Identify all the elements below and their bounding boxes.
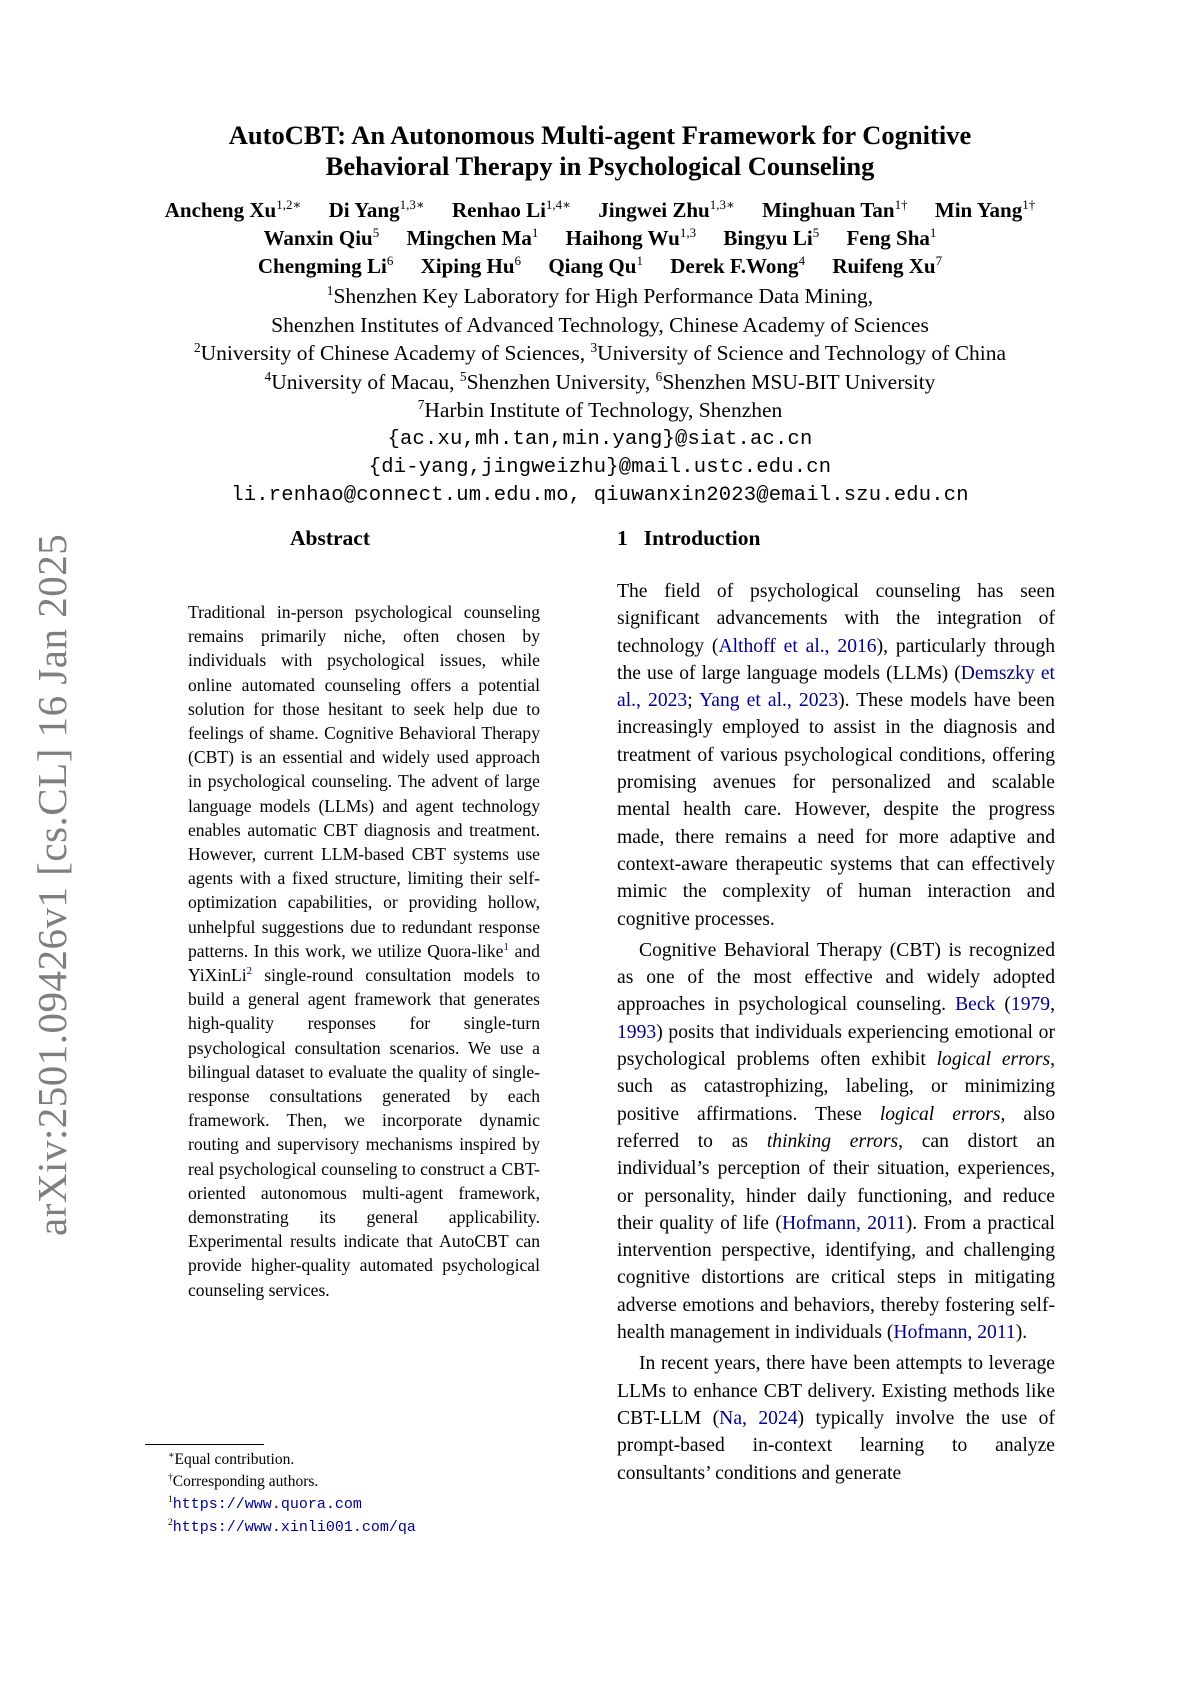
affil-text: Shenzhen MSU-BIT University (662, 369, 936, 394)
author-name: Ancheng Xu (164, 198, 277, 222)
author (762, 198, 908, 222)
author-name: Min Yang (934, 198, 1023, 222)
footnote-text: Corresponding authors. (172, 1473, 319, 1490)
section-title: Introduction (643, 526, 761, 550)
abstract-text: single-round consultation models to build a general agent framework that generates high-quality responses for single-turn psychological consultation scenarios. We use a bilingual dataset to evaluate the quality of single-response consultations generated by each framework. Then, we incorporate dynamic routing and supervisory mechanisms inspired by real psychological counseling to construct a CBT-oriented autonomous multi-agent framework, demonstrating its general applicability. Experimental results indicate that AutoCBT can provide higher-quality automated psychological counseling services. (188, 965, 540, 1300)
text: ( (995, 994, 1011, 1016)
citation-link[interactable]: Althoff et al., 2016 (718, 635, 877, 657)
emphasis: logical errors (879, 1103, 1001, 1125)
footnote-marker: 2 (168, 1516, 173, 1528)
author (598, 198, 735, 222)
text: , can distort an individual’s perception of their situation, experiences, or personality, hinder daily functioning, and reduce their quality of life ( (617, 1130, 1056, 1234)
text: In recent years, there have been attempts to leverage LLMs to enhance CBT delivery. Existing methods like CBT-LLM ( (617, 1353, 1055, 1429)
footnote-link[interactable]: https://www.quora.com (172, 1496, 362, 1513)
footnote-ref-2[interactable]: 2 (246, 965, 253, 978)
citation-link[interactable]: Demszky et al., 2023 (617, 662, 1055, 712)
affiliations (110, 282, 1090, 425)
text: ) typically involve the use of prompt-based in-context learning to analyze consultants’ conditions and generate (617, 1407, 1055, 1484)
author-affil-marker: 5 (812, 225, 820, 240)
title-line-2: Behavioral Therapy in Psychological Counseling (325, 151, 875, 181)
text: ), particularly through the use of large language models (LLMs) ( (617, 635, 1055, 684)
section-number: 1 (617, 526, 628, 550)
author (264, 226, 380, 250)
affiliation-4-5-6 (110, 368, 1090, 397)
abstract-text: Traditional in-person psychological counseling remains primarily niche, often chosen by individuals with psychological issues, while online automated counseling offers a potential solution for those hesitant to seek help due to feelings of shame. Cognitive Behavioral Therapy (CBT) is an essential and widely used approach in psychological counseling. The advent of large language models (LLMs) and agent technology enables automatic CBT diagnosis and treatment. However, current LLM-based CBT systems use agents with a fixed structure, limiting their self-optimization capabilities, or providing hollow, unhelpful suggestions due to redundant response patterns. In this work, we utilize Quora-like (188, 602, 540, 961)
abstract-body (188, 600, 540, 1302)
author-affil-marker: 1,4∗ (545, 197, 572, 212)
author-affil-marker: 6 (514, 253, 522, 268)
text: Cognitive Behavioral Therapy (CBT) is recognized as one of the most effective and widely adopted approaches in psychological counseling. (617, 939, 1055, 1016)
author-affil-marker: 1† (1022, 197, 1036, 212)
introduction-body (617, 578, 1055, 1491)
text: ). (1015, 1322, 1028, 1344)
author-affil-marker: 1 (636, 253, 643, 268)
affiliation-7 (110, 396, 1090, 425)
email-line-1: {ac.xu,mh.tan,min.yang}@siat.ac.cn (387, 428, 813, 451)
affil-text: Shenzhen University, (466, 369, 656, 394)
affil-marker: 3 (590, 339, 598, 355)
author-name: Chengming Li (257, 254, 387, 278)
title-line-1: AutoCBT: An Autonomous Multi-agent Framework for Cognitive (228, 120, 972, 150)
citation-link[interactable]: Hofmann, 2011 (893, 1322, 1016, 1344)
affiliation-2-3 (110, 339, 1090, 368)
footnotes (168, 1449, 548, 1539)
citation-link[interactable]: 1993 (617, 1021, 657, 1043)
author (406, 226, 538, 250)
author-affil-marker: 5 (372, 225, 380, 240)
affil-marker: 1 (326, 282, 334, 298)
text: ). From a practical intervention perspective, identifying, and challenging cognitive distortions are critical steps in mitigating adverse emotions and behaviors, thereby fostering self-health management in individuals ( (617, 1212, 1056, 1344)
email-line-3: li.renhao@connect.um.edu.mo, qiuwanxin2023@email.szu.edu.cn (231, 484, 969, 507)
author-affil-marker: 1,3∗ (399, 197, 425, 212)
footnote-rule (145, 1444, 264, 1445)
author (566, 226, 696, 250)
author (258, 254, 393, 278)
citation-link[interactable]: Hofmann, 2011 (781, 1212, 906, 1234)
email-line-2: {di-yang,jingweizhu}@mail.ustc.edu.cn (368, 456, 832, 479)
author (723, 226, 819, 250)
author-name: Mingchen Ma (406, 226, 532, 250)
author-name: Xiping Hu (420, 254, 515, 278)
affil-marker: 7 (417, 396, 425, 412)
affil-marker: 2 (193, 339, 201, 355)
text: ). These models have been increasingly employed to assist in the diagnosis and treatment of various psychological conditions, offering promising avenues for personalized and scalable mental health care. However, despite the progress made, there remains a need for more adaptive and context-aware therapeutic systems that can effectively mimic the complexity of human interaction and cognitive processes. (617, 690, 1055, 930)
author-affil-marker: 1 (929, 225, 937, 240)
author-affil-marker: 1,3∗ (709, 197, 735, 212)
author-name: Feng Sha (846, 226, 930, 250)
author-row-1 (110, 196, 1090, 224)
author (329, 198, 425, 222)
paper-title (120, 120, 1080, 182)
author (452, 198, 571, 222)
paragraph (617, 937, 1055, 1346)
footnote-corresponding (168, 1471, 548, 1493)
author-name: Di Yang (328, 198, 400, 222)
author (548, 254, 643, 278)
author (832, 254, 942, 278)
author (165, 198, 302, 222)
footnote-2 (168, 1516, 548, 1539)
text: , (1050, 994, 1055, 1016)
author-name: Haihong Wu (565, 226, 680, 250)
text: , such as catastrophizing, labeling, or minimizing positive affirmations. These (617, 1049, 1055, 1125)
abstract-text: and YiXinLi (188, 940, 540, 986)
author-list (110, 196, 1090, 280)
author (935, 198, 1035, 222)
footnote-text: Equal contribution. (174, 1451, 295, 1468)
author (846, 226, 936, 250)
author-name: Renhao Li (451, 198, 546, 222)
affiliation-1-line-2: Shenzhen Institutes of Advanced Technology, Chinese Academy of Sciences (271, 312, 929, 337)
citation-link[interactable]: 1979 (1010, 994, 1051, 1016)
affil-text: Shenzhen Key Laboratory for High Performance Data Mining, (333, 284, 874, 308)
citation-link[interactable]: Beck (955, 994, 996, 1016)
affil-text: University of Macau, (271, 369, 460, 394)
author-affil-marker: 1† (894, 197, 908, 212)
affil-marker: 6 (655, 368, 663, 384)
author-name: Jingwei Zhu (598, 198, 710, 222)
emphasis: thinking errors (766, 1130, 899, 1152)
author (670, 254, 805, 278)
text: The field of psychological counseling has seen significant advancements with the integration of technology ( (617, 581, 1055, 657)
abstract-heading: Abstract (290, 526, 371, 550)
affil-marker: 4 (264, 368, 272, 384)
footnote-equal-contribution (168, 1449, 548, 1471)
author-affil-marker: 6 (386, 253, 394, 268)
author-name: Derek F.Wong (670, 254, 799, 278)
text: ) posits that individuals experiencing emotional or psychological problems often exhibit (617, 1021, 1055, 1071)
author-name: Bingyu Li (723, 226, 813, 250)
author-row-3 (110, 252, 1090, 280)
footnote-marker: 1 (168, 1493, 173, 1505)
author (421, 254, 521, 278)
author-name: Minghuan Tan (762, 198, 895, 222)
author-name: Wanxin Qiu (263, 226, 373, 250)
author-affil-marker: 7 (935, 253, 943, 268)
citation-link[interactable]: Na, 2024 (719, 1407, 798, 1429)
author-name: Ruifeng Xu (832, 254, 936, 278)
emphasis: logical errors (936, 1049, 1051, 1071)
author-affil-marker: 1,2∗ (276, 197, 302, 212)
arxiv-identifier: arXiv:2501.09426v1 [cs.CL] 16 Jan 2025 (29, 533, 75, 1236)
section-heading-introduction (617, 526, 760, 551)
affil-text: Harbin Institute of Technology, Shenzhen (424, 398, 783, 422)
email-list (110, 426, 1090, 510)
affiliation-1-line-1 (110, 282, 1090, 311)
citation-link[interactable]: Yang et al., 2023 (699, 690, 839, 712)
text: , also referred to as (617, 1103, 1055, 1152)
footnote-marker: ∗ (168, 1449, 175, 1461)
affil-text: University of Science and Technology of China (597, 341, 1007, 365)
author-affil-marker: 1,3 (679, 225, 697, 240)
paragraph (617, 1350, 1055, 1486)
footnote-1 (168, 1493, 548, 1516)
footnote-ref-1[interactable]: 1 (503, 940, 509, 953)
author-row-2 (110, 224, 1090, 252)
paragraph (617, 578, 1055, 933)
author-name: Qiang Qu (548, 254, 637, 278)
affil-marker: 5 (459, 368, 467, 384)
text: ; (687, 690, 700, 712)
affil-text: University of Chinese Academy of Sciences, (200, 341, 591, 365)
footnote-marker: † (168, 1471, 173, 1483)
footnote-link[interactable]: https://www.xinli001.com/qa (172, 1519, 416, 1536)
author-affil-marker: 4 (798, 253, 806, 268)
author-affil-marker: 1 (531, 225, 539, 240)
